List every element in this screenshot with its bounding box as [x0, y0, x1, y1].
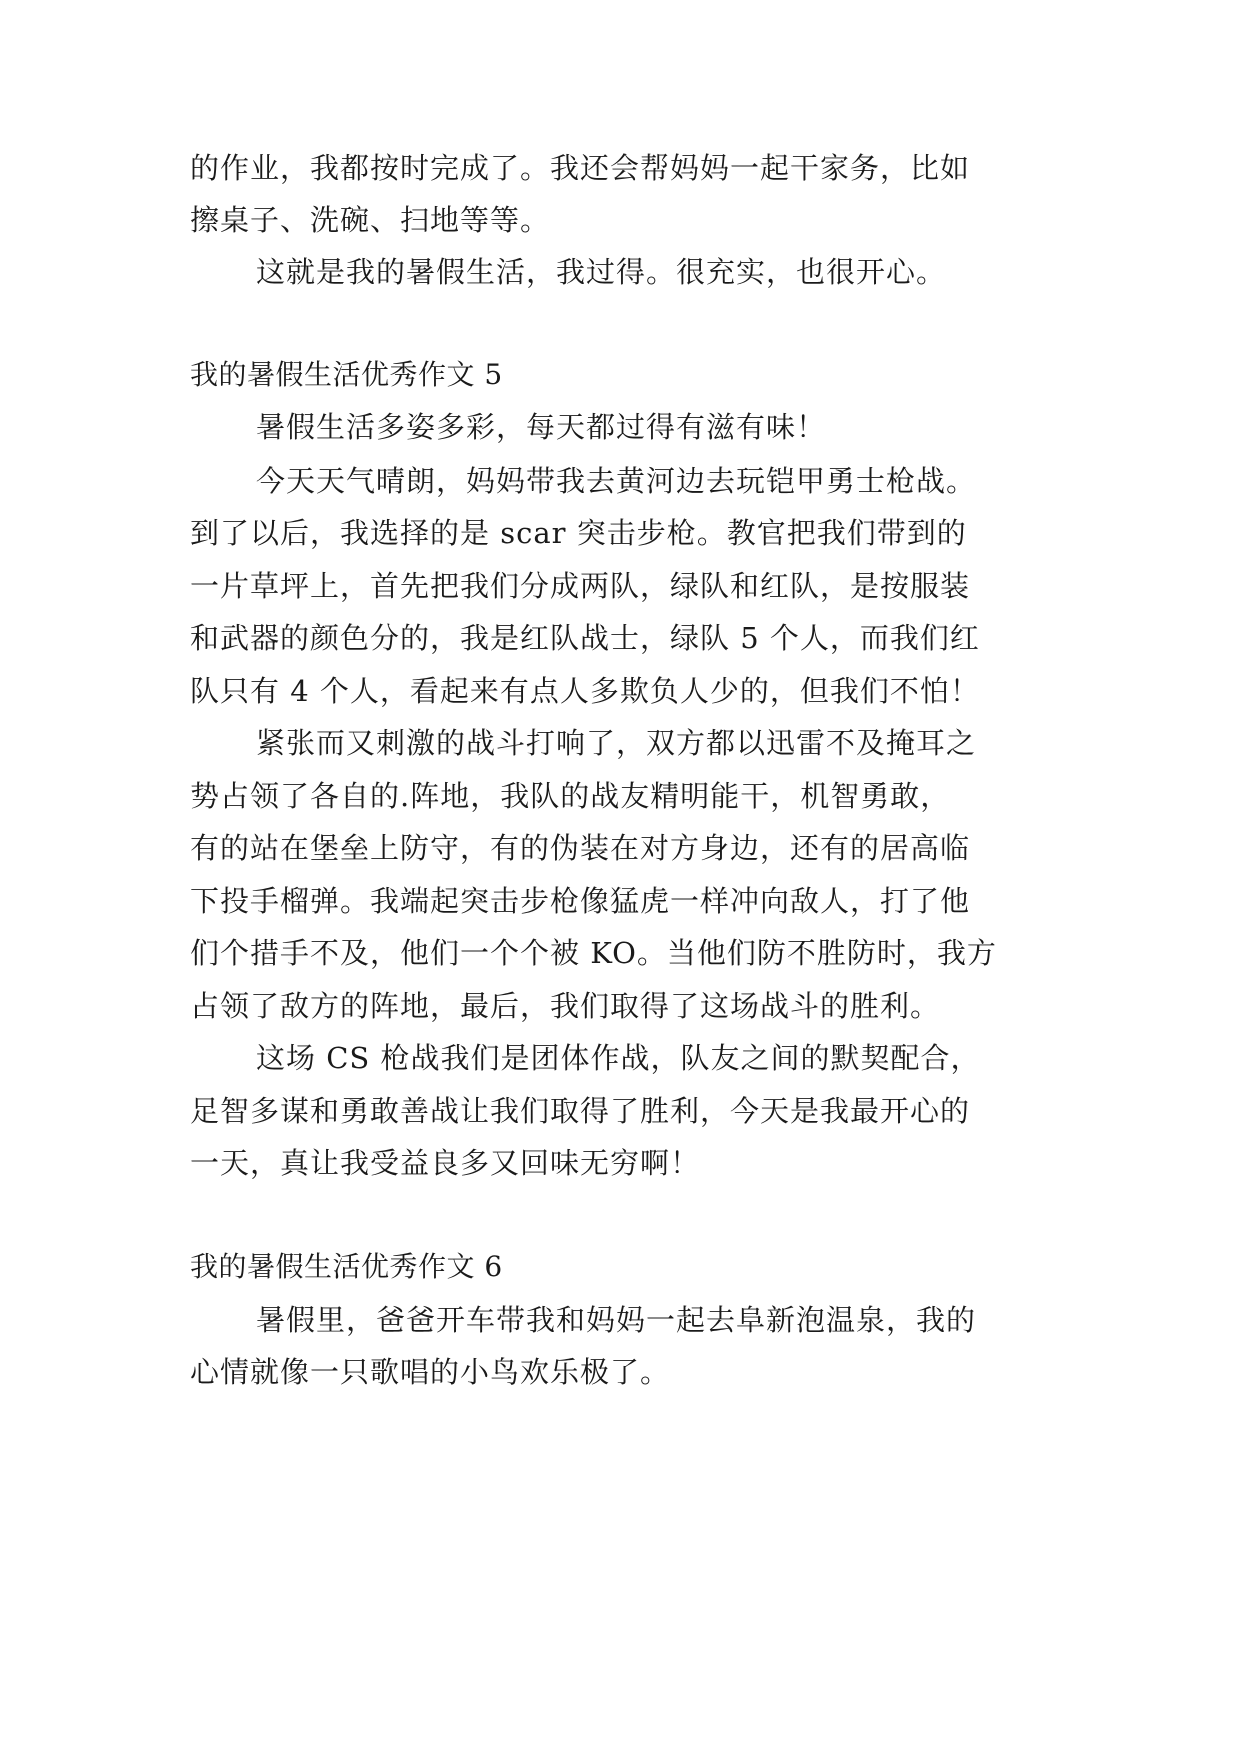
paragraph-line: 足智多谋和勇敢善战让我们取得了胜利，今天是我最开心的	[190, 1094, 971, 1128]
section-heading: 我的暑假生活优秀作文 6	[190, 1250, 503, 1283]
paragraph-line: 到了以后，我选择的是 scar 突击步枪。教官把我们带到的	[190, 516, 967, 550]
paragraph-line: 势占领了各自的.阵地，我队的战友精明能干，机智勇敢，	[190, 779, 951, 813]
paragraph-line: 心情就像一只歌唱的小鸟欢乐极了。	[190, 1355, 671, 1389]
paragraph-line: 暑假生活多姿多彩，每天都过得有滋有味！	[256, 410, 827, 444]
paragraph-line: 一天，真让我受益良多又回味无穷啊！	[190, 1146, 701, 1180]
paragraph-line: 暑假里，爸爸开车带我和妈妈一起去阜新泡温泉，我的	[256, 1303, 977, 1337]
paragraph-line: 下投手榴弹。我端起突击步枪像猛虎一样冲向敌人，打了他	[190, 884, 971, 918]
paragraph-line: 这场 CS 枪战我们是团体作战，队友之间的默契配合，	[256, 1041, 981, 1075]
paragraph-line: 今天天气晴朗，妈妈带我去黄河边去玩铠甲勇士枪战。	[256, 464, 977, 498]
paragraph-line: 和武器的颜色分的，我是红队战士，绿队 5 个人，而我们红	[190, 621, 980, 655]
paragraph-line: 队只有 4 个人，看起来有点人多欺负人少的，但我们不怕！	[190, 674, 980, 708]
paragraph-line: 们个措手不及，他们一个个被 KO。当他们防不胜防时，我方	[190, 936, 997, 970]
paragraph-line: 紧张而又刺激的战斗打响了，双方都以迅雷不及掩耳之	[256, 726, 977, 760]
paragraph-line: 的作业，我都按时完成了。我还会帮妈妈一起干家务，比如	[190, 151, 971, 185]
paragraph-line: 有的站在堡垒上防守，有的伪装在对方身边，还有的居高临	[190, 831, 971, 865]
paragraph-line: 占领了敌方的阵地，最后，我们取得了这场战斗的胜利。	[190, 989, 941, 1023]
paragraph-line: 擦桌子、洗碗、扫地等等。	[190, 203, 551, 237]
paragraph-line: 一片草坪上，首先把我们分成两队，绿队和红队，是按服装	[190, 569, 971, 603]
section-heading: 我的暑假生活优秀作文 5	[190, 358, 503, 391]
paragraph-line: 这就是我的暑假生活，我过得。很充实，也很开心。	[256, 255, 947, 289]
